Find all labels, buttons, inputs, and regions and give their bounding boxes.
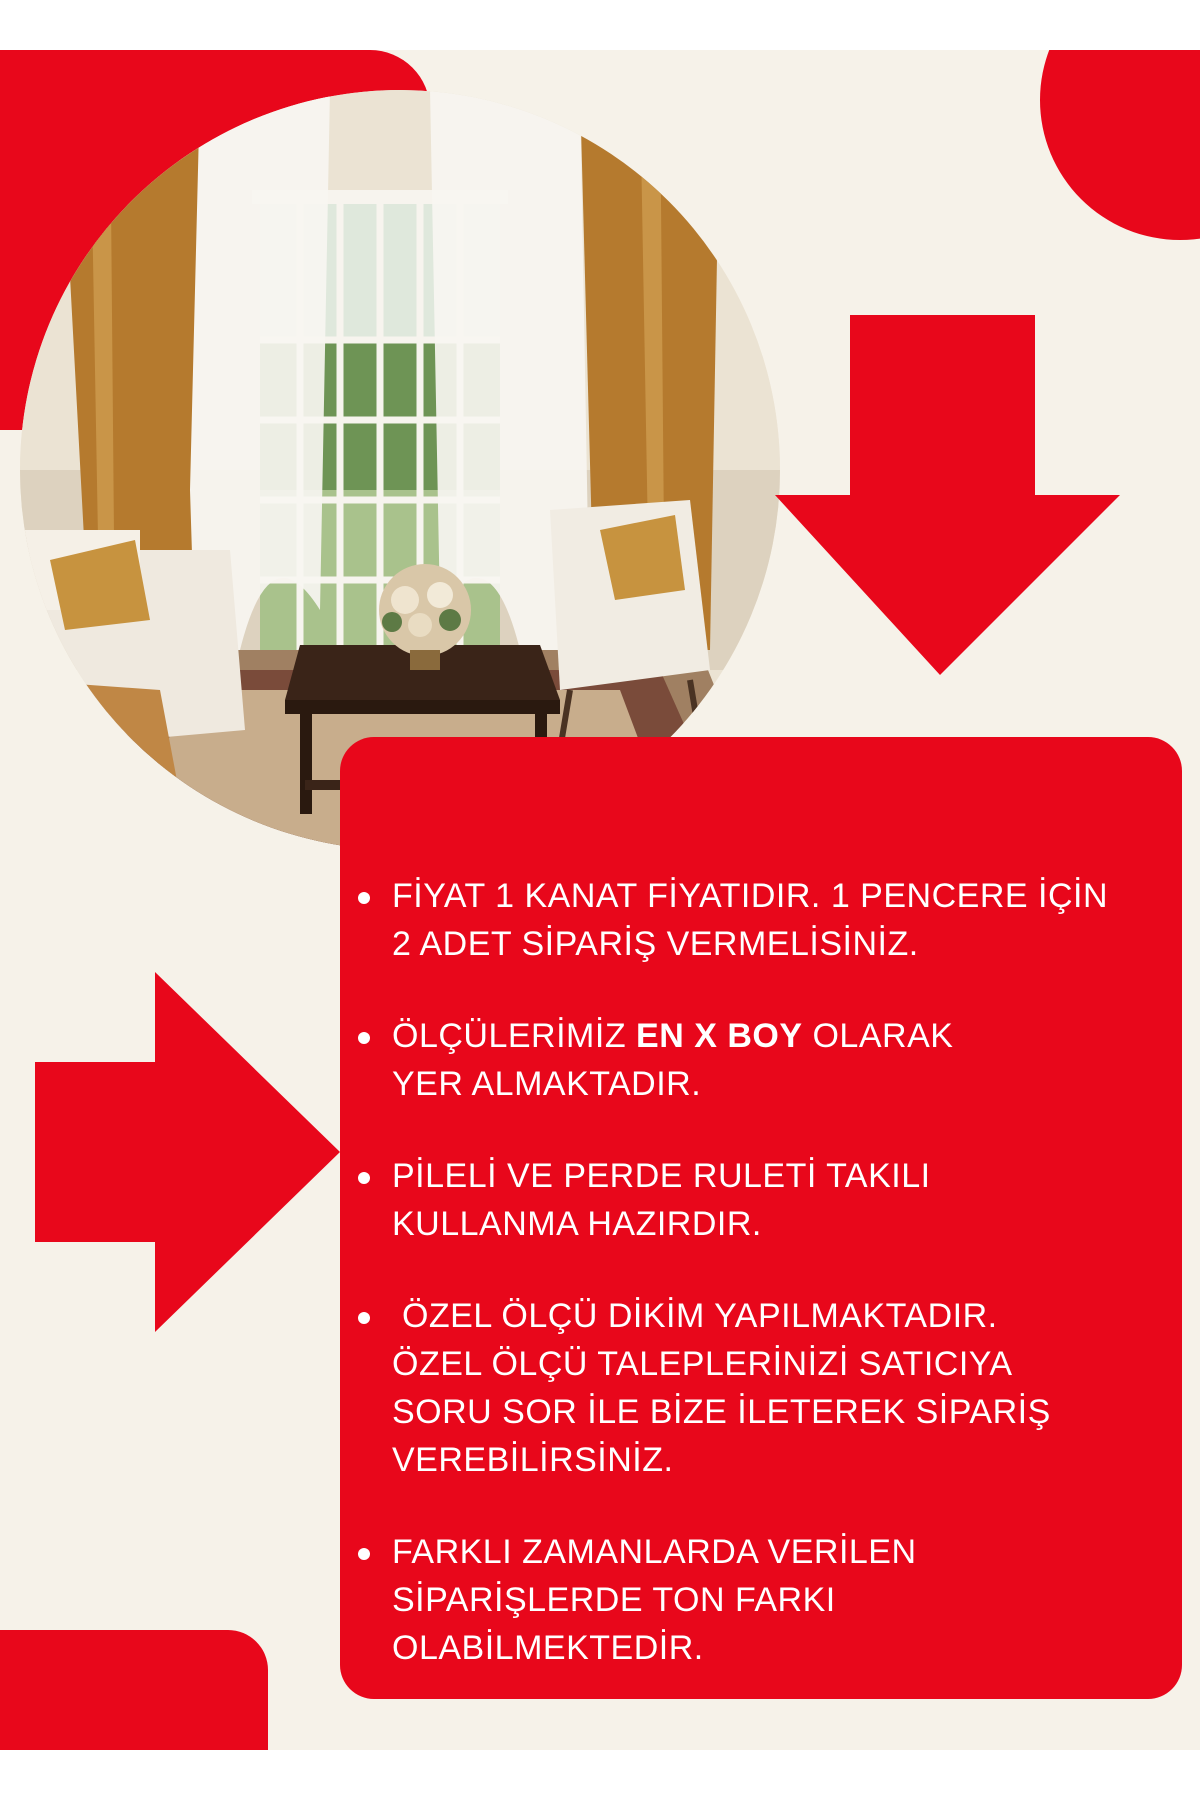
living-room-photo xyxy=(20,90,780,850)
info-bullet-tone-difference xyxy=(340,1528,1182,1672)
bullet-line: OLABİLMEKTEDİR. xyxy=(392,1629,704,1667)
bullet-line: FARKLI ZAMANLARDA VERİLEN xyxy=(392,1533,917,1571)
bullet-line: PİLELİ VE PERDE RULETİ TAKILI xyxy=(392,1157,931,1195)
bullet-line: VEREBİLİRSİNİZ. xyxy=(392,1441,674,1479)
bullet-dot-icon xyxy=(358,1032,370,1044)
arrow-down-icon xyxy=(775,315,1120,675)
bullet-dot-icon xyxy=(358,1172,370,1184)
bullet-text: ÖLÇÜLERİMİZ xyxy=(392,1017,637,1055)
bullet-bold-text: EN X BOY xyxy=(636,1017,803,1055)
bullet-line: SORU SOR İLE BİZE İLETEREK SİPARİŞ xyxy=(392,1393,1051,1431)
info-bullet-ready xyxy=(340,1152,1182,1248)
decorative-blob-bottom-left xyxy=(0,1630,268,1750)
bullet-line: ÖZEL ÖLÇÜ TALEPLERİNİZİ SATICIYA xyxy=(392,1345,1013,1383)
bullet-line xyxy=(392,1012,1162,1060)
bullet-dot-icon xyxy=(358,1548,370,1560)
infographic-canvas xyxy=(0,50,1200,1750)
info-bullet-custom-size xyxy=(340,1292,1182,1484)
bullet-dot-icon xyxy=(358,1312,370,1324)
info-bullet-list xyxy=(340,872,1182,1716)
info-bullet-dimensions xyxy=(340,1012,1182,1108)
decorative-circle-top-right xyxy=(1040,50,1200,240)
bullet-dot-icon xyxy=(358,892,370,904)
bullet-line: YER ALMAKTADIR. xyxy=(392,1065,702,1103)
info-card xyxy=(340,737,1182,1699)
bullet-line: 2 ADET SİPARİŞ VERMELİSİNİZ. xyxy=(392,925,919,963)
bullet-line: ÖZEL ÖLÇÜ DİKİM YAPILMAKTADIR. xyxy=(392,1297,998,1335)
arrow-right-icon xyxy=(35,972,340,1332)
bullet-line: FİYAT 1 KANAT FİYATIDIR. 1 PENCERE İÇİN xyxy=(392,877,1109,915)
bullet-line: SİPARİŞLERDE TON FARKI xyxy=(392,1581,836,1619)
bullet-line: KULLANMA HAZIRDIR. xyxy=(392,1205,762,1243)
bullet-text: OLARAK xyxy=(802,1017,954,1055)
info-bullet-price xyxy=(340,872,1182,968)
